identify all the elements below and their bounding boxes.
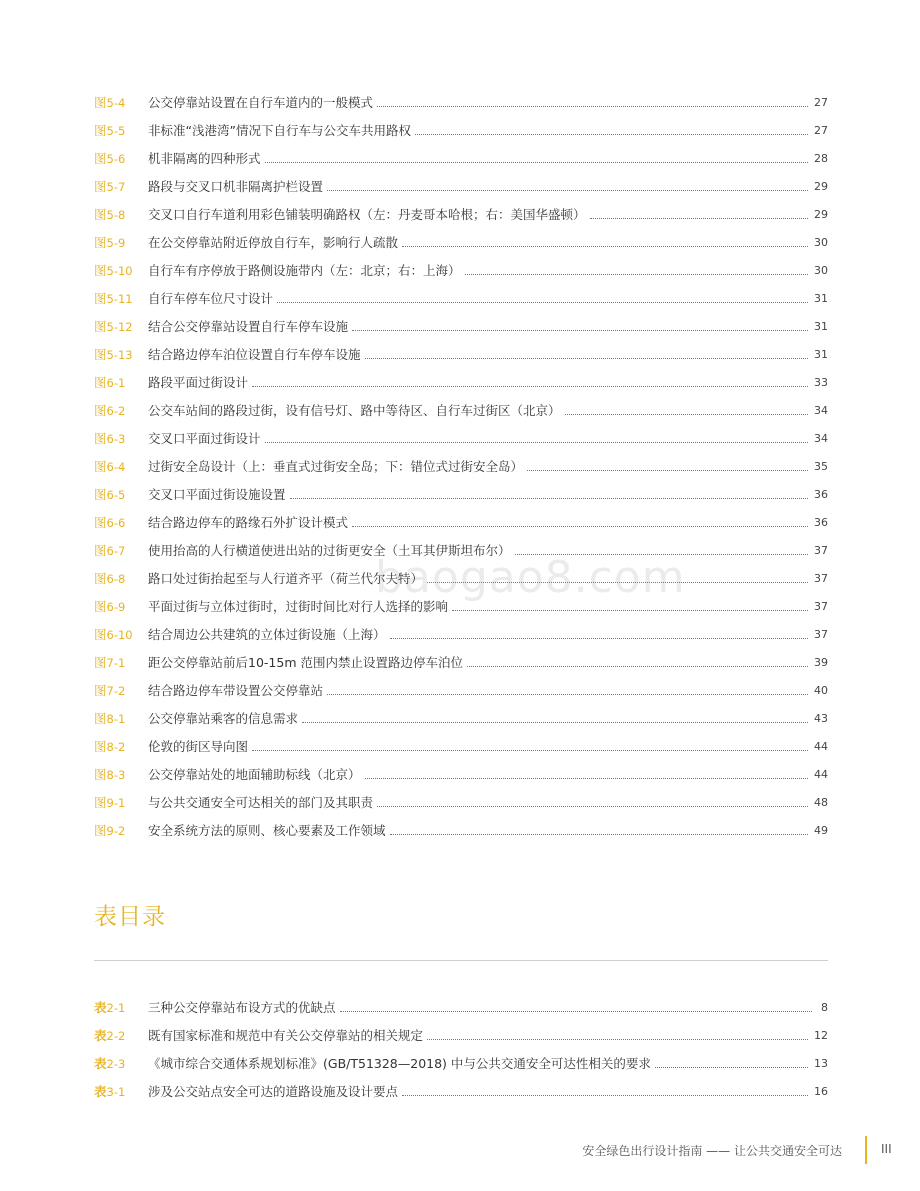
dot-leader <box>365 778 808 779</box>
entry-title: 平面过街与立体过街时，过街时间比对行人选择的影响 <box>148 599 449 614</box>
entry-label <box>94 376 148 390</box>
dot-leader <box>467 666 808 667</box>
dot-leader <box>365 358 808 359</box>
entry-title: 公交停靠站乘客的信息需求 <box>148 711 299 726</box>
entry-number: 5-10 <box>106 264 133 278</box>
entry-label <box>94 572 148 586</box>
entry-label <box>94 1029 148 1043</box>
entry-prefix: 图 <box>94 795 107 810</box>
entry-page: 30 <box>814 236 828 249</box>
entry-label <box>94 628 148 642</box>
entry-prefix: 图 <box>94 375 107 390</box>
toc-entry[interactable] <box>94 790 828 810</box>
entry-number: 7-1 <box>106 656 126 670</box>
toc-entry[interactable] <box>94 286 828 306</box>
entry-title: 涉及公交站点安全可达的道路设施及设计要点 <box>148 1084 399 1099</box>
entry-page: 37 <box>814 544 828 557</box>
entry-label <box>94 684 148 698</box>
toc-entry[interactable] <box>94 398 828 418</box>
entry-page: 29 <box>814 208 828 221</box>
entry-title: 自行车有序停放于路侧设施带内（左：北京；右：上海） <box>148 263 461 278</box>
entry-title: 既有国家标准和规范中有关公交停靠站的相关规定 <box>148 1028 424 1043</box>
entry-title: 非标准“浅港湾”情况下自行车与公交车共用路权 <box>148 123 411 138</box>
entry-prefix: 图 <box>94 235 107 250</box>
dot-leader <box>427 1039 808 1040</box>
entry-prefix: 表 <box>94 1028 107 1043</box>
entry-page: 40 <box>814 684 828 697</box>
entry-number: 6-7 <box>106 544 126 558</box>
entry-label <box>94 208 148 222</box>
toc-entry[interactable] <box>94 314 828 334</box>
toc-entry[interactable] <box>94 482 828 502</box>
entry-page: 16 <box>814 1085 828 1098</box>
dot-leader <box>290 498 808 499</box>
entry-prefix: 图 <box>94 207 107 222</box>
entry-title: 三种公交停靠站布设方式的优缺点 <box>148 1000 336 1015</box>
entry-prefix: 图 <box>94 95 107 110</box>
entry-label <box>94 600 148 614</box>
entry-number: 6-10 <box>106 628 133 642</box>
entry-number: 2-3 <box>106 1057 126 1071</box>
dot-leader <box>327 694 808 695</box>
toc-entry[interactable] <box>94 230 828 250</box>
entry-title: 结合公交停靠站设置自行车停车设施 <box>148 319 349 334</box>
entry-prefix: 图 <box>94 403 107 418</box>
dot-leader <box>515 554 808 555</box>
entry-title: 公交停靠站处的地面辅助标线（北京） <box>148 767 361 782</box>
entry-label <box>94 348 148 362</box>
entry-number: 5-6 <box>106 152 126 166</box>
dot-leader <box>452 610 808 611</box>
entry-label <box>94 544 148 558</box>
toc-entry[interactable] <box>94 342 828 362</box>
dot-leader <box>377 806 808 807</box>
dot-leader <box>277 302 808 303</box>
dot-leader <box>252 750 808 751</box>
entry-prefix: 图 <box>94 739 107 754</box>
toc-entry[interactable] <box>94 202 828 222</box>
entry-page: 49 <box>814 824 828 837</box>
entry-number: 9-2 <box>106 824 126 838</box>
toc-entry[interactable] <box>94 818 828 838</box>
entry-title: 在公交停靠站附近停放自行车，影响行人疏散 <box>148 235 399 250</box>
entry-prefix: 图 <box>94 151 107 166</box>
entry-prefix: 图 <box>94 767 107 782</box>
toc-entry[interactable] <box>94 538 828 558</box>
dot-leader <box>590 218 808 219</box>
dot-leader <box>377 106 808 107</box>
toc-entry[interactable] <box>94 510 828 530</box>
entry-label <box>94 236 148 250</box>
entry-label <box>94 152 148 166</box>
entry-prefix: 图 <box>94 627 107 642</box>
dot-leader <box>340 1011 812 1012</box>
tables-heading: 表目录 <box>94 904 166 930</box>
entry-title: 与公共交通安全可达相关的部门及其职责 <box>148 795 374 810</box>
entry-number: 6-5 <box>106 488 126 502</box>
entry-label <box>94 1085 148 1099</box>
entry-label <box>94 124 148 138</box>
entry-title: 结合路边停车的路缘石外扩设计模式 <box>148 515 349 530</box>
entry-label <box>94 1001 148 1015</box>
toc-entry[interactable] <box>94 1079 828 1099</box>
toc-entry[interactable] <box>94 706 828 726</box>
entry-title: 交叉口平面过街设施设置 <box>148 487 286 502</box>
entry-page: 36 <box>814 516 828 529</box>
footer-divider <box>865 1136 867 1164</box>
entry-title: 路段与交叉口机非隔离护栏设置 <box>148 179 324 194</box>
entry-number: 2-2 <box>106 1029 126 1043</box>
toc-entry[interactable] <box>94 762 828 782</box>
entry-label <box>94 460 148 474</box>
entry-page: 27 <box>814 96 828 109</box>
entry-number: 5-8 <box>106 208 126 222</box>
entry-number: 5-4 <box>106 96 126 110</box>
dot-leader <box>390 638 808 639</box>
entry-page: 48 <box>814 796 828 809</box>
entry-label <box>94 824 148 838</box>
entry-prefix: 图 <box>94 459 107 474</box>
dot-leader <box>265 162 808 163</box>
entry-number: 2-1 <box>106 1001 126 1015</box>
entry-number: 6-3 <box>106 432 126 446</box>
dot-leader <box>352 330 808 331</box>
entry-number: 5-7 <box>106 180 126 194</box>
dot-leader <box>402 1095 808 1096</box>
entry-title: 路段平面过街设计 <box>148 375 249 390</box>
entry-page: 33 <box>814 376 828 389</box>
entry-page: 39 <box>814 656 828 669</box>
dot-leader <box>352 526 808 527</box>
footer-page-number: III <box>881 1142 892 1156</box>
entry-page: 37 <box>814 628 828 641</box>
entry-label <box>94 292 148 306</box>
toc-entry[interactable] <box>94 174 828 194</box>
entry-number: 6-4 <box>106 460 126 474</box>
entry-page: 34 <box>814 432 828 445</box>
entry-prefix: 图 <box>94 179 107 194</box>
entry-prefix: 图 <box>94 319 107 334</box>
entry-prefix: 图 <box>94 655 107 670</box>
entry-title: 路口处过街抬起至与人行道齐平（荷兰代尔夫特） <box>148 571 424 586</box>
entry-prefix: 图 <box>94 347 107 362</box>
entry-number: 6-9 <box>106 600 126 614</box>
toc-entry[interactable] <box>94 678 828 698</box>
heading-rule <box>94 960 828 961</box>
toc-entry[interactable] <box>94 454 828 474</box>
entry-number: 9-1 <box>106 796 126 810</box>
entry-prefix: 图 <box>94 291 107 306</box>
entry-page: 12 <box>814 1029 828 1042</box>
entry-prefix: 图 <box>94 543 107 558</box>
toc-entry[interactable] <box>94 90 828 110</box>
entry-label <box>94 796 148 810</box>
entry-title: 伦敦的街区导向图 <box>148 739 249 754</box>
footer-title: 安全绿色出行设计指南 —— 让公共交通安全可达 <box>582 1144 842 1158</box>
entry-number: 8-2 <box>106 740 126 754</box>
entry-title: 结合路边停车泊位设置自行车停车设施 <box>148 347 361 362</box>
entry-title: 交叉口平面过街设计 <box>148 431 261 446</box>
entry-page: 35 <box>814 460 828 473</box>
toc-entry[interactable] <box>94 118 828 138</box>
entry-number: 5-12 <box>106 320 133 334</box>
dot-leader <box>265 442 808 443</box>
entry-title: 公交车站间的路段过街，设有信号灯、路中等待区、自行车过街区（北京） <box>148 403 561 418</box>
dot-leader <box>390 834 808 835</box>
entry-label <box>94 264 148 278</box>
entry-prefix: 图 <box>94 515 107 530</box>
dot-leader <box>415 134 808 135</box>
toc-entry[interactable] <box>94 370 828 390</box>
entry-prefix: 图 <box>94 123 107 138</box>
entry-title: 《城市综合交通体系规划标准》(GB/T51328—2018) 中与公共交通安全可达性相关的要求 <box>148 1056 651 1071</box>
entry-page: 36 <box>814 488 828 501</box>
entry-label <box>94 320 148 334</box>
entry-title: 公交停靠站设置在自行车道内的一般模式 <box>148 95 374 110</box>
dot-leader <box>327 190 808 191</box>
entry-label <box>94 432 148 446</box>
entry-page: 13 <box>814 1057 828 1070</box>
entry-page: 31 <box>814 292 828 305</box>
entry-page: 8 <box>821 1001 828 1014</box>
toc-entry[interactable] <box>94 426 828 446</box>
entry-page: 31 <box>814 348 828 361</box>
entry-page: 37 <box>814 600 828 613</box>
toc-entry[interactable] <box>94 1023 828 1043</box>
entry-page: 37 <box>814 572 828 585</box>
toc-entry[interactable] <box>94 650 828 670</box>
entry-page: 43 <box>814 712 828 725</box>
entry-label <box>94 96 148 110</box>
entry-prefix: 图 <box>94 711 107 726</box>
dot-leader <box>402 246 808 247</box>
entry-number: 6-2 <box>106 404 126 418</box>
entry-label <box>94 516 148 530</box>
entry-prefix: 图 <box>94 487 107 502</box>
entry-prefix: 表 <box>94 1056 107 1071</box>
entry-number: 5-13 <box>106 348 133 362</box>
entry-number: 7-2 <box>106 684 126 698</box>
entry-number: 5-5 <box>106 124 126 138</box>
entry-page: 27 <box>814 124 828 137</box>
toc-entry[interactable] <box>94 1051 828 1071</box>
toc-entry[interactable] <box>94 734 828 754</box>
toc-entry[interactable] <box>94 258 828 278</box>
entry-number: 6-1 <box>106 376 126 390</box>
entry-page: 34 <box>814 404 828 417</box>
entry-title: 安全系统方法的原则、核心要素及工作领域 <box>148 823 386 838</box>
entry-prefix: 图 <box>94 683 107 698</box>
toc-entry[interactable] <box>94 566 828 586</box>
entry-prefix: 图 <box>94 263 107 278</box>
toc-entry[interactable] <box>94 146 828 166</box>
entry-prefix: 表 <box>94 1000 107 1015</box>
entry-label <box>94 488 148 502</box>
dot-leader <box>252 386 808 387</box>
entry-prefix: 图 <box>94 431 107 446</box>
entry-title: 结合路边停车带设置公交停靠站 <box>148 683 324 698</box>
entry-page: 29 <box>814 180 828 193</box>
dot-leader <box>565 414 808 415</box>
entry-prefix: 图 <box>94 571 107 586</box>
entry-label <box>94 656 148 670</box>
entry-page: 44 <box>814 740 828 753</box>
toc-entry[interactable] <box>94 995 828 1015</box>
entry-number: 5-9 <box>106 236 126 250</box>
entry-title: 交叉口自行车道利用彩色铺装明确路权（左：丹麦哥本哈根；右：美国华盛顿） <box>148 207 586 222</box>
dot-leader <box>465 274 808 275</box>
entry-page: 31 <box>814 320 828 333</box>
entry-title: 过街安全岛设计（上：垂直式过街安全岛；下：错位式过街安全岛） <box>148 459 524 474</box>
entry-title: 结合周边公共建筑的立体过街设施（上海） <box>148 627 386 642</box>
dot-leader <box>427 582 808 583</box>
entry-label <box>94 740 148 754</box>
toc-entry[interactable] <box>94 622 828 642</box>
entry-page: 30 <box>814 264 828 277</box>
entry-label <box>94 404 148 418</box>
entry-title: 距公交停靠站前后10-15m 范围内禁止设置路边停车泊位 <box>148 655 463 670</box>
entry-page: 28 <box>814 152 828 165</box>
entry-prefix: 表 <box>94 1084 107 1099</box>
entry-label <box>94 1057 148 1071</box>
dot-leader <box>655 1067 808 1068</box>
entry-number: 3-1 <box>106 1085 126 1099</box>
entry-number: 8-1 <box>106 712 126 726</box>
dot-leader <box>527 470 808 471</box>
entry-page: 44 <box>814 768 828 781</box>
entry-label <box>94 180 148 194</box>
entry-number: 8-3 <box>106 768 126 782</box>
entry-label <box>94 712 148 726</box>
entry-prefix: 图 <box>94 599 107 614</box>
dot-leader <box>302 722 808 723</box>
watermark: baogao8.com <box>375 552 686 603</box>
entry-title: 使用抬高的人行横道使进出站的过街更安全（土耳其伊斯坦布尔） <box>148 543 511 558</box>
toc-entry[interactable] <box>94 594 828 614</box>
entry-prefix: 图 <box>94 823 107 838</box>
entry-label <box>94 768 148 782</box>
entry-title: 自行车停车位尺寸设计 <box>148 291 274 306</box>
entry-number: 6-8 <box>106 572 126 586</box>
entry-number: 6-6 <box>106 516 126 530</box>
entry-title: 机非隔离的四种形式 <box>148 151 261 166</box>
entry-number: 5-11 <box>106 292 133 306</box>
